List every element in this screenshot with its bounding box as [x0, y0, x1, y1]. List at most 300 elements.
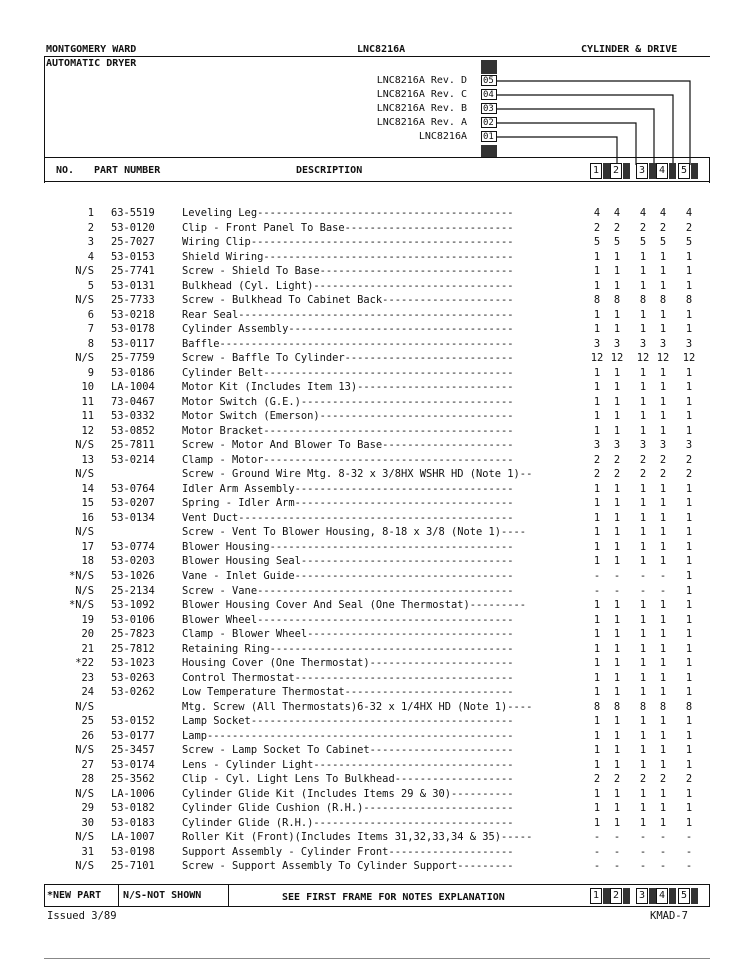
part-quantity: 1: [593, 816, 601, 829]
part-quantity: 1: [593, 599, 601, 612]
part-quantity: 3: [613, 337, 621, 350]
part-description: Cylinder Belt----------------------------------------: [182, 366, 514, 379]
part-quantity: 12: [590, 352, 604, 365]
part-item-number: N/S: [75, 787, 94, 800]
table-row: [0, 352, 750, 365]
part-quantity: 1: [613, 555, 621, 568]
part-quantity: 2: [659, 468, 667, 481]
part-quantity: 1: [685, 599, 693, 612]
part-quantity: 8: [659, 294, 667, 307]
part-description: Screw - Motor And Blower To Base---------------------: [182, 439, 514, 452]
part-number: LA-1007: [111, 831, 155, 844]
part-number: 25-7733: [111, 294, 155, 307]
part-quantity: 1: [613, 366, 621, 379]
part-item-number: 5: [87, 279, 94, 292]
part-quantity: 1: [685, 570, 693, 582]
part-number: 53-1023: [111, 657, 155, 670]
part-item-number: 30: [81, 816, 94, 829]
part-quantity: 1: [659, 816, 667, 829]
part-item-number: N/S: [75, 265, 94, 278]
qty-col-footer: 1: [590, 888, 602, 904]
part-quantity: 1: [685, 671, 693, 684]
brand-name: MONTGOMERY WARD: [46, 44, 137, 55]
part-quantity: 1: [613, 511, 621, 524]
product-name: AUTOMATIC DRYER: [46, 58, 137, 69]
footer-not-shown: N/S-NOT SHOWN: [123, 890, 202, 901]
table-row: [0, 657, 750, 670]
part-item-number: 23: [81, 671, 94, 684]
revision-code: 04: [481, 89, 497, 100]
part-description: Motor Switch (Emerson)-------------------------------: [182, 410, 514, 423]
part-number: LA-1004: [111, 381, 155, 394]
part-quantity: 1: [685, 802, 693, 815]
qty-col-header: 5: [678, 163, 690, 179]
part-number: 25-7823: [111, 628, 155, 641]
part-quantity: 1: [659, 482, 667, 495]
table-row: [0, 483, 750, 496]
part-quantity: 3: [659, 439, 667, 452]
part-description: Blower Housing Seal----------------------------------: [182, 555, 514, 568]
part-quantity: 1: [613, 424, 621, 437]
part-item-number: 20: [81, 628, 94, 641]
revision-code: 03: [481, 103, 497, 114]
part-quantity: 1: [593, 555, 601, 568]
part-description: Wiring Clip------------------------------------------: [182, 236, 514, 249]
part-quantity: 2: [685, 453, 693, 466]
part-quantity: 1: [613, 657, 621, 670]
part-quantity: 2: [593, 773, 601, 786]
part-quantity: 8: [613, 294, 621, 307]
part-quantity: 2: [659, 221, 667, 234]
part-description: Blower Housing---------------------------------------: [182, 540, 514, 553]
part-item-number: 21: [81, 642, 94, 655]
part-description: Idler Arm Assembly-----------------------------------: [182, 482, 514, 495]
part-quantity: 1: [593, 671, 601, 684]
part-quantity: 1: [659, 540, 667, 553]
part-number: 53-0764: [111, 482, 155, 495]
part-quantity: 1: [593, 642, 601, 655]
table-row: [0, 788, 750, 801]
part-quantity: 1: [685, 540, 693, 553]
part-item-number: N/S: [75, 744, 94, 757]
part-quantity: 1: [659, 787, 667, 800]
part-quantity: 8: [593, 294, 601, 307]
part-item-number: N/S: [75, 439, 94, 452]
revision-code: 05: [481, 75, 497, 86]
part-item-number: 2: [87, 221, 94, 234]
part-description: Screw - Lamp Socket To Cabinet-----------------------: [182, 744, 514, 757]
part-description: Shield Wiring----------------------------------------: [182, 250, 514, 263]
table-row: [0, 323, 750, 336]
part-quantity: 5: [593, 236, 601, 249]
part-item-number: 10: [81, 381, 94, 394]
qty-col-footer: 2: [610, 888, 622, 904]
qty-col-footer: 5: [678, 888, 690, 904]
part-quantity: 1: [685, 715, 693, 728]
part-description: Housing Cover (One Thermostat)-----------------------: [182, 657, 514, 670]
table-row: [0, 468, 750, 481]
part-quantity: 1: [593, 497, 601, 510]
part-quantity: 1: [685, 323, 693, 336]
part-quantity: 1: [613, 628, 621, 641]
revision-label: LNC8216A: [418, 131, 467, 142]
part-quantity: 1: [659, 802, 667, 815]
part-number: 53-0203: [111, 555, 155, 568]
part-quantity: -: [685, 831, 693, 844]
col-header-part-number: PART NUMBER: [94, 165, 161, 176]
part-quantity: 1: [593, 715, 601, 728]
part-quantity: 1: [613, 540, 621, 553]
part-item-number: 14: [81, 482, 94, 495]
table-row: [0, 526, 750, 539]
part-item-number: N/S: [75, 526, 94, 539]
part-quantity: 1: [685, 381, 693, 394]
part-quantity: 1: [639, 381, 647, 394]
part-quantity: 1: [685, 265, 693, 278]
revision-label: LNC8216A Rev. C: [376, 89, 467, 100]
part-description: Motor Kit (Includes Item 13)-------------------------: [182, 381, 514, 394]
part-quantity: 4: [593, 207, 601, 219]
part-quantity: 8: [685, 700, 693, 713]
part-quantity: 1: [685, 642, 693, 655]
part-description: Cylinder Assembly------------------------------------: [182, 323, 514, 336]
part-description: Screw - Support Assembly To Cylinder Support---------: [182, 860, 514, 873]
part-quantity: -: [639, 845, 647, 858]
part-description: Vane - Inlet Guide-----------------------------------: [182, 570, 514, 582]
part-description: Motor Switch (G.E.)----------------------------------: [182, 395, 514, 408]
part-quantity: 8: [593, 700, 601, 713]
part-quantity: 5: [639, 236, 647, 249]
part-quantity: 1: [685, 497, 693, 510]
part-quantity: 1: [639, 715, 647, 728]
part-quantity: 1: [659, 555, 667, 568]
part-quantity: 1: [659, 265, 667, 278]
part-quantity: 1: [659, 526, 667, 539]
part-quantity: 1: [685, 613, 693, 626]
part-quantity: 1: [639, 657, 647, 670]
col-header-description: DESCRIPTION: [296, 165, 363, 176]
part-description: Cylinder Glide Cushion (R.H.)------------------------: [182, 802, 514, 815]
part-quantity: 1: [659, 424, 667, 437]
part-quantity: 1: [659, 395, 667, 408]
revision-code: 01: [481, 131, 497, 142]
part-quantity: 1: [639, 671, 647, 684]
part-quantity: 1: [613, 410, 621, 423]
part-quantity: 1: [639, 395, 647, 408]
part-quantity: 1: [593, 381, 601, 394]
part-description: Roller Kit (Front)(Includes Items 31,32,33,34 & 35)-----: [182, 831, 533, 844]
part-quantity: 1: [639, 323, 647, 336]
part-quantity: 1: [593, 366, 601, 379]
part-description: Clamp - Motor----------------------------------------: [182, 453, 514, 466]
page-code: KMAD-7: [650, 910, 688, 922]
part-quantity: 1: [659, 366, 667, 379]
part-number: 63-5519: [111, 207, 155, 219]
part-number: 25-7812: [111, 642, 155, 655]
part-quantity: 1: [613, 787, 621, 800]
part-quantity: 1: [659, 410, 667, 423]
part-number: 53-0262: [111, 686, 155, 699]
part-quantity: 1: [659, 497, 667, 510]
part-quantity: -: [685, 845, 693, 858]
part-quantity: 1: [593, 323, 601, 336]
part-quantity: -: [593, 845, 601, 858]
part-quantity: 3: [639, 337, 647, 350]
part-quantity: 1: [613, 381, 621, 394]
part-number: 53-0120: [111, 221, 155, 234]
part-number: 53-0152: [111, 715, 155, 728]
part-quantity: 1: [593, 526, 601, 539]
part-item-number: 29: [81, 802, 94, 815]
part-item-number: 6: [87, 308, 94, 321]
part-quantity: 1: [659, 323, 667, 336]
part-quantity: 1: [639, 555, 647, 568]
part-item-number: 26: [81, 729, 94, 742]
section-title: CYLINDER & DRIVE: [581, 44, 678, 55]
part-description: Motor Bracket----------------------------------------: [182, 424, 514, 437]
part-quantity: 3: [685, 439, 693, 452]
part-quantity: 1: [659, 642, 667, 655]
part-quantity: 1: [639, 686, 647, 699]
part-quantity: 1: [613, 265, 621, 278]
part-item-number: N/S: [75, 831, 94, 844]
part-quantity: 2: [593, 468, 601, 481]
part-quantity: -: [685, 860, 693, 873]
part-quantity: 1: [639, 540, 647, 553]
table-row: [0, 207, 750, 220]
part-quantity: 1: [613, 686, 621, 699]
table-row: [0, 773, 750, 786]
part-description: Vent Duct--------------------------------------------: [182, 511, 514, 524]
footer-notes: SEE FIRST FRAME FOR NOTES EXPLANATION: [282, 892, 505, 903]
table-row: [0, 367, 750, 380]
part-item-number: 17: [81, 540, 94, 553]
part-item-number: 1: [87, 207, 94, 219]
part-description: Leveling Leg-----------------------------------------: [182, 207, 514, 219]
part-quantity: 1: [659, 381, 667, 394]
part-description: Lens - Cylinder Light--------------------------------: [182, 758, 514, 771]
part-quantity: 1: [593, 511, 601, 524]
table-row: [0, 628, 750, 641]
part-quantity: 1: [613, 715, 621, 728]
part-quantity: 1: [613, 802, 621, 815]
part-quantity: -: [659, 860, 667, 873]
part-quantity: -: [613, 845, 621, 858]
part-quantity: 8: [639, 294, 647, 307]
part-quantity: 1: [613, 308, 621, 321]
part-quantity: 1: [613, 671, 621, 684]
part-quantity: 4: [659, 207, 667, 219]
part-quantity: 3: [593, 337, 601, 350]
part-quantity: 2: [685, 468, 693, 481]
part-quantity: 1: [639, 250, 647, 263]
part-quantity: 2: [593, 221, 601, 234]
part-description: Clamp - Blower Wheel---------------------------------: [182, 628, 514, 641]
part-quantity: 1: [639, 729, 647, 742]
table-row: [0, 294, 750, 307]
table-row: [0, 512, 750, 525]
part-description: Screw - Shield To Base-------------------------------: [182, 265, 514, 278]
part-quantity: -: [613, 831, 621, 844]
table-row: [0, 730, 750, 743]
part-quantity: 1: [659, 599, 667, 612]
part-description: Rear Seal--------------------------------------------: [182, 308, 514, 321]
part-quantity: 1: [685, 366, 693, 379]
part-quantity: 1: [639, 482, 647, 495]
part-number: 53-1092: [111, 599, 155, 612]
part-number: 53-1026: [111, 570, 155, 582]
part-quantity: 4: [639, 207, 647, 219]
part-quantity: 1: [593, 613, 601, 626]
part-number: 53-0183: [111, 816, 155, 829]
part-quantity: 1: [613, 497, 621, 510]
table-row: [0, 309, 750, 322]
part-item-number: 11: [81, 395, 94, 408]
part-quantity: 1: [639, 279, 647, 292]
revision-code: 02: [481, 117, 497, 128]
part-quantity: 1: [685, 395, 693, 408]
part-description: Cylinder Glide (R.H.)--------------------------------: [182, 816, 514, 829]
part-number: 53-0134: [111, 511, 155, 524]
part-number: 53-0774: [111, 540, 155, 553]
part-quantity: -: [639, 831, 647, 844]
part-number: 53-0186: [111, 366, 155, 379]
part-quantity: -: [593, 584, 601, 597]
part-quantity: 1: [593, 758, 601, 771]
part-quantity: -: [659, 570, 667, 582]
part-description: Screw - Baffle To Cylinder---------------------------: [182, 352, 514, 365]
part-description: Baffle-----------------------------------------------: [182, 337, 514, 350]
part-quantity: 1: [639, 366, 647, 379]
part-quantity: 1: [685, 628, 693, 641]
part-quantity: 1: [639, 511, 647, 524]
table-row: [0, 817, 750, 830]
part-number: 53-0131: [111, 279, 155, 292]
part-item-number: 8: [87, 337, 94, 350]
table-row: [0, 759, 750, 772]
part-item-number: 3: [87, 236, 94, 249]
part-quantity: 12: [610, 352, 624, 365]
part-number: 53-0153: [111, 250, 155, 263]
part-number: 25-7027: [111, 236, 155, 249]
table-row: [0, 280, 750, 293]
part-quantity: -: [593, 570, 601, 582]
part-quantity: 5: [659, 236, 667, 249]
part-quantity: 1: [659, 657, 667, 670]
part-description: Retaining Ring---------------------------------------: [182, 642, 514, 655]
part-quantity: 5: [613, 236, 621, 249]
part-quantity: 1: [613, 816, 621, 829]
part-quantity: 8: [659, 700, 667, 713]
part-description: Blower Housing Cover And Seal (One Thermostat)---------: [182, 599, 527, 612]
part-item-number: N/S: [75, 700, 94, 713]
part-item-number: 27: [81, 758, 94, 771]
part-number: 25-3562: [111, 773, 155, 786]
part-description: Low Temperature Thermostat---------------------------: [182, 686, 514, 699]
part-quantity: 1: [685, 410, 693, 423]
table-row: [0, 860, 750, 873]
part-description: Mtg. Screw (All Thermostats)6-32 x 1/4HX HD (Note 1)----: [182, 700, 533, 713]
part-number: 53-0198: [111, 845, 155, 858]
part-quantity: 1: [639, 628, 647, 641]
part-quantity: 1: [593, 265, 601, 278]
part-number: 53-0263: [111, 671, 155, 684]
part-item-number: 11: [81, 410, 94, 423]
part-item-number: 15: [81, 497, 94, 510]
part-quantity: 1: [685, 729, 693, 742]
part-quantity: 1: [613, 758, 621, 771]
part-quantity: 1: [639, 410, 647, 423]
table-row: [0, 265, 750, 278]
part-quantity: 1: [685, 424, 693, 437]
part-quantity: 1: [659, 715, 667, 728]
part-quantity: -: [593, 831, 601, 844]
part-number: 53-0106: [111, 613, 155, 626]
part-quantity: 1: [659, 511, 667, 524]
part-quantity: 1: [593, 657, 601, 670]
part-quantity: 3: [613, 439, 621, 452]
part-item-number: 19: [81, 613, 94, 626]
part-quantity: 1: [593, 628, 601, 641]
table-row: [0, 396, 750, 409]
table-row: [0, 222, 750, 235]
part-quantity: 1: [593, 279, 601, 292]
part-number: 53-0852: [111, 424, 155, 437]
part-number: 53-0207: [111, 497, 155, 510]
part-quantity: 1: [593, 250, 601, 263]
part-description: Bulkhead (Cyl. Light)--------------------------------: [182, 279, 514, 292]
part-description: Support Assembly - Cylinder Front--------------------: [182, 845, 514, 858]
part-quantity: 1: [685, 526, 693, 539]
part-quantity: -: [659, 584, 667, 597]
part-quantity: 1: [593, 787, 601, 800]
part-quantity: 1: [639, 787, 647, 800]
part-quantity: 1: [685, 816, 693, 829]
part-quantity: -: [593, 860, 601, 873]
part-description: Control Thermostat-----------------------------------: [182, 671, 514, 684]
part-quantity: 2: [613, 773, 621, 786]
part-item-number: 7: [87, 323, 94, 336]
part-quantity: 1: [639, 526, 647, 539]
part-quantity: 8: [613, 700, 621, 713]
part-quantity: 1: [593, 410, 601, 423]
part-quantity: 4: [685, 207, 693, 219]
part-quantity: 1: [685, 584, 693, 597]
table-row: [0, 715, 750, 728]
part-description: Screw - Bulkhead To Cabinet Back---------------------: [182, 294, 514, 307]
part-item-number: N/S: [75, 294, 94, 307]
revision-label: LNC8216A Rev. A: [376, 117, 467, 128]
part-number: 53-0218: [111, 308, 155, 321]
table-row: [0, 236, 750, 249]
part-item-number: *N/S: [68, 599, 94, 612]
part-quantity: 1: [659, 744, 667, 757]
part-description: Cylinder Glide Kit (Includes Items 29 & 30)----------: [182, 787, 514, 800]
issued-date: Issued 3/89: [47, 910, 117, 922]
part-quantity: 2: [685, 773, 693, 786]
part-quantity: 1: [613, 729, 621, 742]
part-item-number: *N/S: [68, 570, 94, 582]
table-row: [0, 846, 750, 859]
part-quantity: 1: [685, 758, 693, 771]
table-row: [0, 251, 750, 264]
part-item-number: 12: [81, 424, 94, 437]
part-number: 73-0467: [111, 395, 155, 408]
part-quantity: 1: [613, 744, 621, 757]
revision-label: LNC8216A Rev. B: [376, 103, 467, 114]
part-quantity: 1: [613, 323, 621, 336]
part-quantity: 1: [659, 250, 667, 263]
